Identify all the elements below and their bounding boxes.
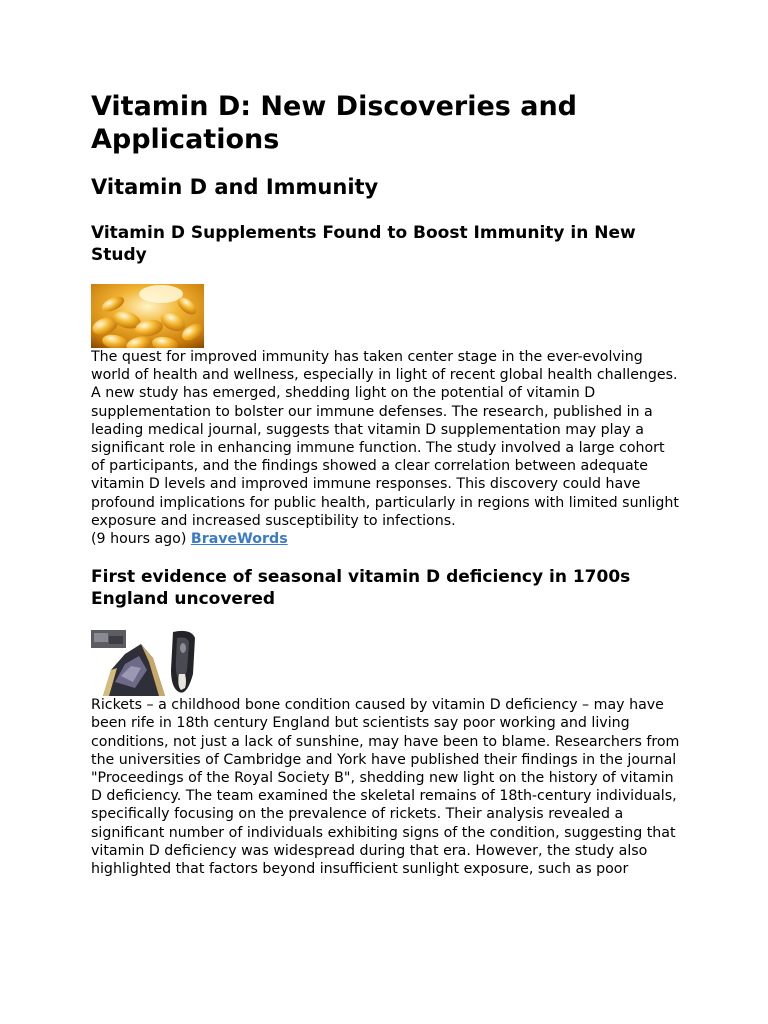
section-heading: Vitamin D and Immunity	[91, 175, 379, 199]
article-body: The quest for improved immunity has taken center stage in the ever-evolving world of health and wellness, especially in light of recent global health challenges. A new study has emerged, shedding light on the potential of vitamin D supplementation to bolster our immune defenses. The research, published in a leading medical journal, suggests that vitamin D supplementation may play a significant role in enhancing immune function. The study involved a large cohort of participants, and the findings showed a clear correlation between adequate vitamin D levels and improved immune responses. This discovery could have profound implications for public health, particularly in regions with limited sunlight exposure and increased susceptibility to infections.	[91, 349, 679, 529]
article-headline: Vitamin D Supplements Found to Boost Immunity in New Study	[91, 223, 636, 265]
article-headline: First evidence of seasonal vitamin D deficiency in 1700s England uncovered	[91, 567, 631, 610]
article-body: Rickets – a childhood bone condition caused by vitamin D deficiency – may have been rife in 18th century England but scientists say poor working and living conditions, not just a lack of sunshine, may have been to blame. Researchers from the universities of Cambridge and York have published their findings in the journal "Proceedings of the Royal Society B", shedding new light on the history of vitamin D deficiency. The team examined the skeletal remains of 18th-century individuals, specifically focusing on the prevalence of rickets. Their analysis revealed a significant number of individuals exhibiting signs of the condition, suggesting that vitamin D deficiency was widespread during that era. However, the study also highlighted that factors beyond insufficient sunlight exposure, such as poor	[91, 697, 680, 878]
document-page	[91, 90, 681, 878]
article-2	[91, 566, 681, 878]
article-time: (9 hours ago)	[91, 531, 187, 548]
article-meta	[91, 530, 681, 548]
source-link[interactable]: BraveWords	[190, 531, 288, 548]
document-title: Vitamin D: New Discoveries and Applications	[91, 91, 577, 155]
skeletal-remains-icon	[91, 630, 201, 696]
article-1	[91, 222, 681, 548]
vitamin-d-capsules-icon	[91, 284, 204, 348]
